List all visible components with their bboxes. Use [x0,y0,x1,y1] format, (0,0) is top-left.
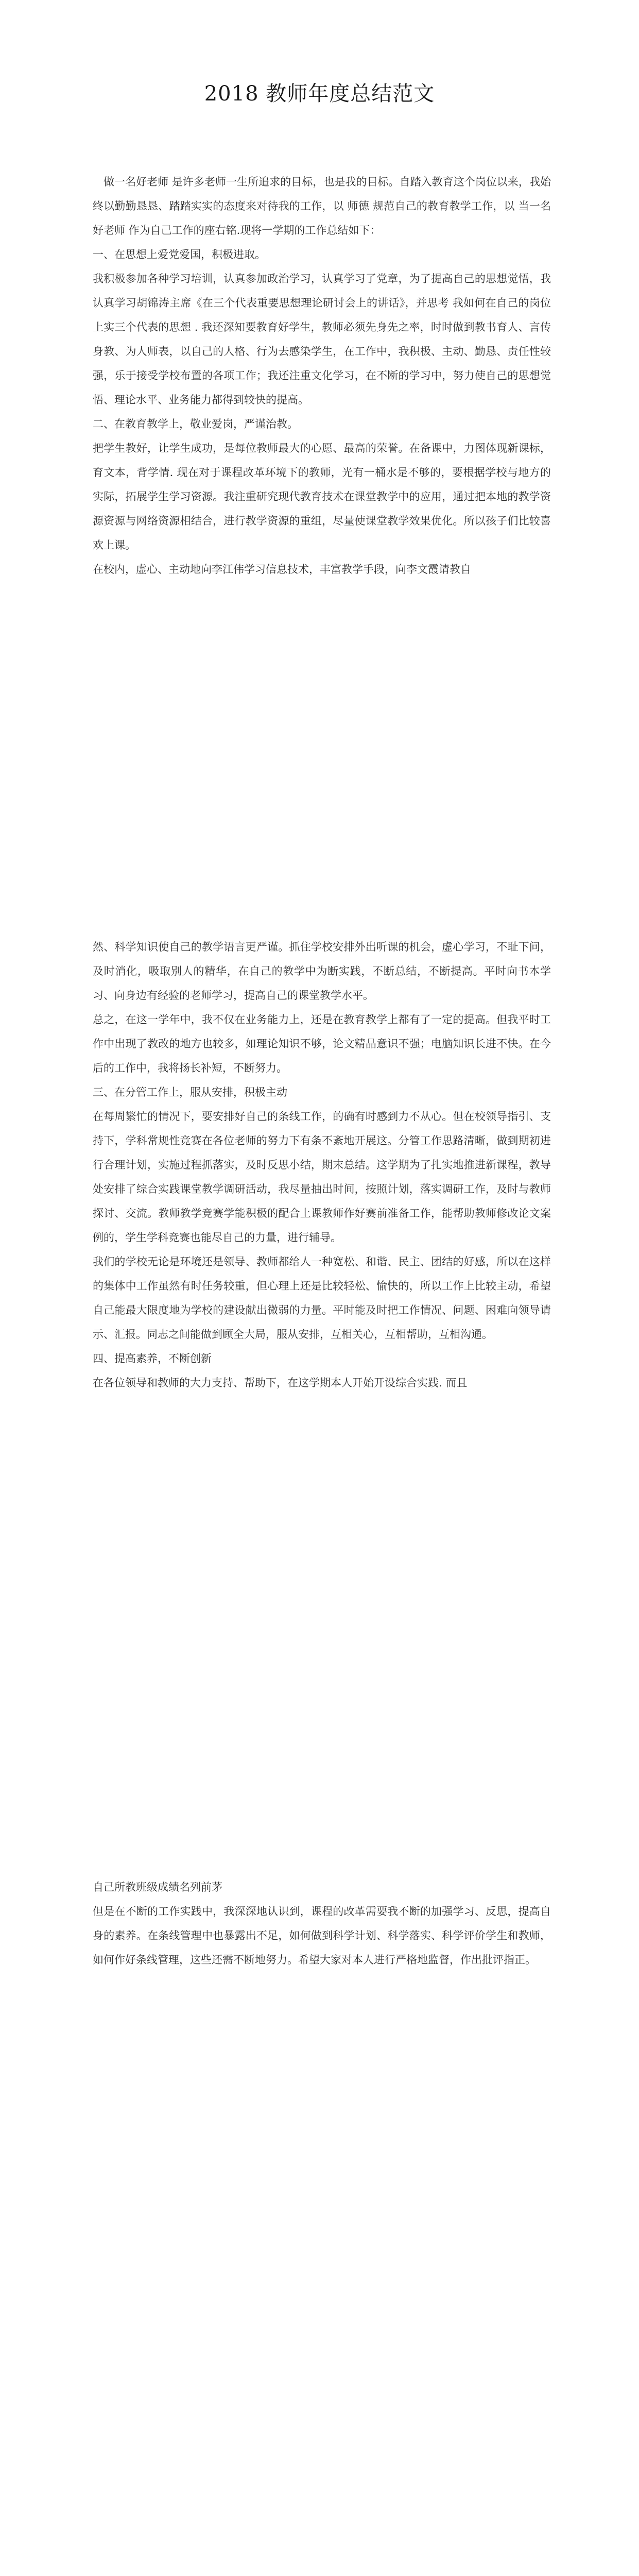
body-paragraph: 我积极参加各种学习培训，认真参加政治学习，认真学习了党章，为了提高自己的思想觉悟，我认真学习胡锦涛主席《在三个代表重要思想理论研讨会上的讲话》，并思考 我如何在自己的岗位上实三个代表的思想 . 我还深知要教育好学生，教师必须先身先之率，时时做到教书育人、言传身教、为人师表，以自己的人格、行为去感染学生，在工作中，我积极、主动、勤恳、责任性较强，乐于接受学校布置的各项工作；我还注重文化学习，在不断的学习中，努力使自己的思想觉悟、理论水平、业务能力都得到较快的提高。 [93,273,551,406]
text-block-3 [93,1875,551,1972]
body-paragraph: 总之，在这一学年中，我不仅在业务能力上，还是在教育教学上都有了一定的提高。但我平时工作中出现了教改的地方也较多，如理论知识不够，论文精品意识不强；电脑知识长进不快。在今后的工作中，我将扬长补短，不断努力。 [93,1013,551,1074]
body-paragraph: 在校内，虚心、主动地向李江伟学习信息技术，丰富教学手段，向李文霞请教自 [93,563,471,575]
body-paragraph: 然、科学知识使自己的教学语言更严谨。抓住学校安排外出听课的机会，虚心学习，不耻下问，及时消化，吸取别人的精华，在自己的教学中为断实践，不断总结，不断提高。平时向书本学习、向身边有经验的老师学习，提高自己的课堂教学水平。 [93,941,551,1002]
section-heading-2: 二、在教育教学上，敬业爱岗，严谨治教。 [93,418,298,430]
document-title: 2018 教师年度总结范文 [204,82,435,106]
section-heading-1: 一、在思想上爱党爱国，积极进取。 [93,248,266,261]
body-paragraph: 在各位领导和教师的大力支持、帮助下，在这学期本人开始开设综合实践. 而且 [93,1377,468,1389]
body-paragraph: 但是在不断的工作实践中，我深深地认识到，课程的改革需要我不断的加强学习、反思，提高自身的素养。在条线管理中也暴露出不足，如何做到科学计划、科学落实、科学评价学生和教师，如何作好条线管理，这些还需不断地努力。希望大家对本人进行严格地监督，作出批评指正。 [93,1905,551,1966]
text-block-2 [93,935,551,1395]
body-paragraph: 自己所教班级成绩名列前茅 [93,1881,222,1893]
body-paragraph: 在每周繁忙的情况下，要安排好自己的条线工作，的确有时感到力不从心。但在校领导指引、支持下，学科常规性竞赛在各位老师的努力下有条不紊地开展这。分管工作思路清晰，做到期初进行合理计划，实施过程抓落实，及时反思小结，期末总结。这学期为了扎实地推进新课程，教导处安排了综合实践课堂教学调研活动，我尽量抽出时间，按照计划，落实调研工作，及时与教师探讨、交流。教师教学竞赛学能积极的配合上课教师作好赛前准备工作，能帮助教师修改论文案例的，学生学科竞赛也能尽自己的力量，进行辅导。 [93,1110,551,1244]
section-heading-4: 四、提高素养，不断创新 [93,1352,212,1365]
intro-paragraph: 做一名好老师 是许多老师一生所追求的目标，也是我的目标。自踏入教育这个岗位以来，我始终以勤勤恳恳、踏踏实实的态度来对待我的工作，以 师德 规范自己的教育教学工作，以 当一名好老师 作为自己工作的座右铭.现将一学期的工作总结如下： [93,176,551,236]
section-heading-3: 三、在分管工作上，服从安排，积极主动 [93,1086,287,1098]
body-paragraph: 把学生教好，让学生成功，是每位教师最大的心愿、最高的荣誉。在备课中，力图体现新课标，育文本，背学情. 现在对于课程改革环境下的教师，光有一桶水是不够的，要根据学校与地方的实际，拓展学生学习资源。我注重研究现代教育技术在课堂教学中的应用，通过把本地的教学资源资源与网络资源相结合，进行教学资源的重组，尽量使课堂教学效果优化。所以孩子们比较喜欢上课。 [93,442,551,551]
text-block-1 [93,170,551,582]
body-paragraph: 我们的学校无论是环境还是领导、教师都给人一种宽松、和谐、民主、团结的好感，所以在这样的集体中工作虽然有时任务较重，但心理上还是比较轻松、愉快的，所以工作上比较主动，希望自己能最大限度地为学校的建设献出微弱的力量。平时能及时把工作情况、问题、困难向领导请示、汇报。同志之间能做到顾全大局，服从安排，互相关心，互相帮助，互相沟通。 [93,1256,551,1341]
